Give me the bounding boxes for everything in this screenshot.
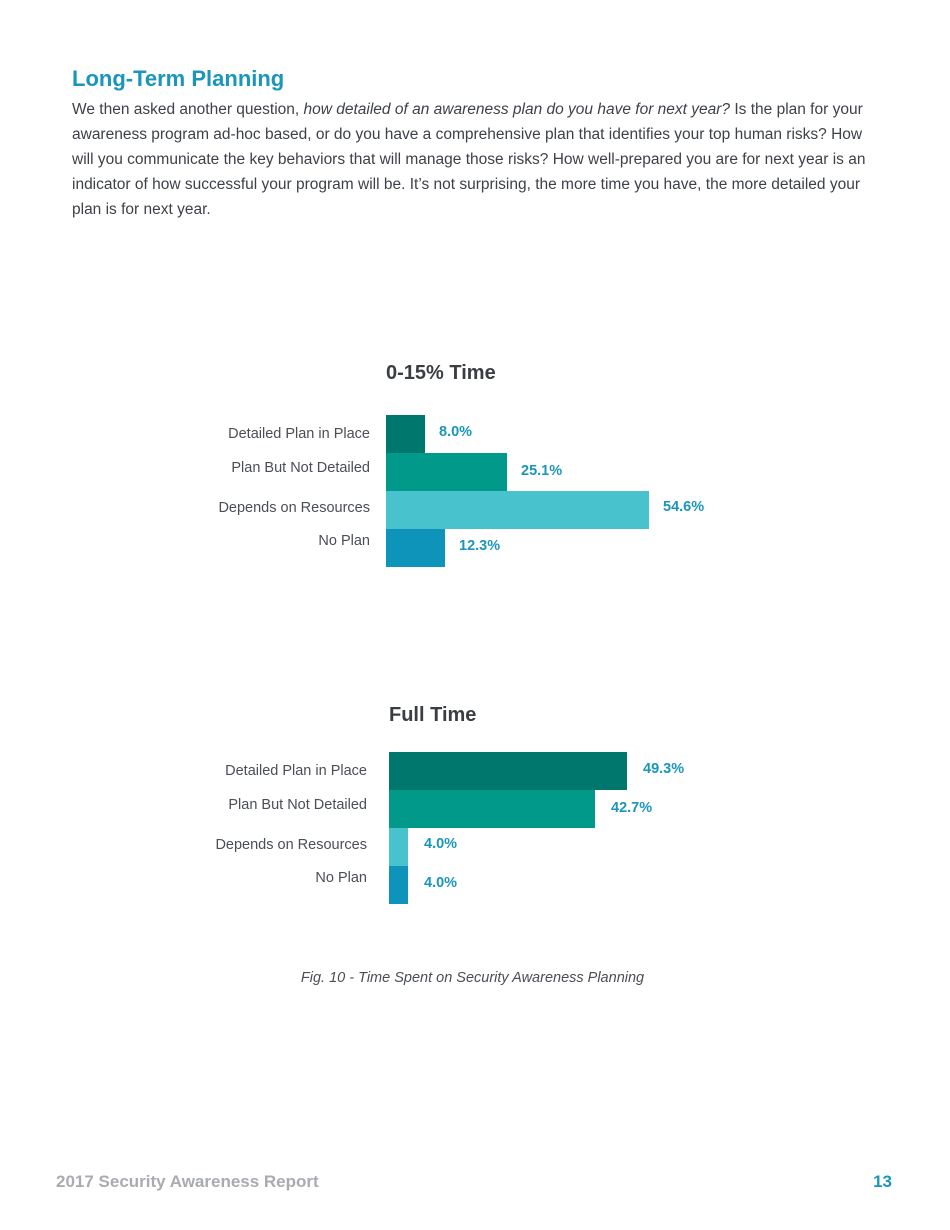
bar: [389, 828, 408, 866]
page-number: 13: [873, 1172, 892, 1191]
chart-0-15-time: [0, 362, 950, 587]
bar: [386, 529, 445, 567]
section-heading: Long-Term Planning: [72, 66, 285, 91]
bar: [386, 415, 425, 453]
category-label: No Plan: [318, 533, 370, 549]
chart-title: 0-15% Time: [386, 362, 496, 384]
data-label: 4.0%: [424, 875, 458, 891]
bar: [386, 453, 507, 491]
bar: [389, 866, 408, 904]
data-label: 12.3%: [459, 538, 501, 554]
figure-caption: Fig. 10 - Time Spent on Security Awareness Planning: [300, 970, 645, 986]
category-label: Depends on Resources: [215, 837, 367, 853]
bar: [389, 790, 595, 828]
intro-text-start: We then asked another question,: [72, 101, 304, 118]
category-label: Plan But Not Detailed: [228, 797, 367, 813]
data-label: 49.3%: [643, 761, 685, 777]
category-label: Detailed Plan in Place: [225, 763, 367, 779]
footer-report-title: 2017 Security Awareness Report: [56, 1172, 319, 1191]
category-label: No Plan: [315, 870, 367, 886]
data-label: 25.1%: [521, 463, 563, 479]
data-label: 54.6%: [663, 499, 705, 515]
data-label: 4.0%: [424, 836, 458, 852]
bar: [386, 491, 649, 529]
category-label: Depends on Resources: [218, 500, 370, 516]
category-label: Detailed Plan in Place: [228, 426, 370, 442]
intro-text-end: Is the plan for your awareness program ad-hoc based, or do you have a comprehensive plan that identifies your top human risks? How will you communicate the key behaviors that will manage those risks? How well-prepared you are for next year is an indicator of how successful your program will be. It’s not surprising, the more time you have, the more detailed your plan is for next year.: [72, 101, 866, 218]
data-label: 42.7%: [611, 800, 653, 816]
bar: [389, 752, 627, 790]
chart-full-time: [0, 704, 950, 924]
data-label: 8.0%: [439, 424, 473, 440]
intro-paragraph: [72, 97, 872, 222]
category-label: Plan But Not Detailed: [231, 460, 370, 476]
intro-question: how detailed of an awareness plan do you have for next year?: [303, 101, 731, 118]
chart-title: Full Time: [389, 704, 477, 726]
